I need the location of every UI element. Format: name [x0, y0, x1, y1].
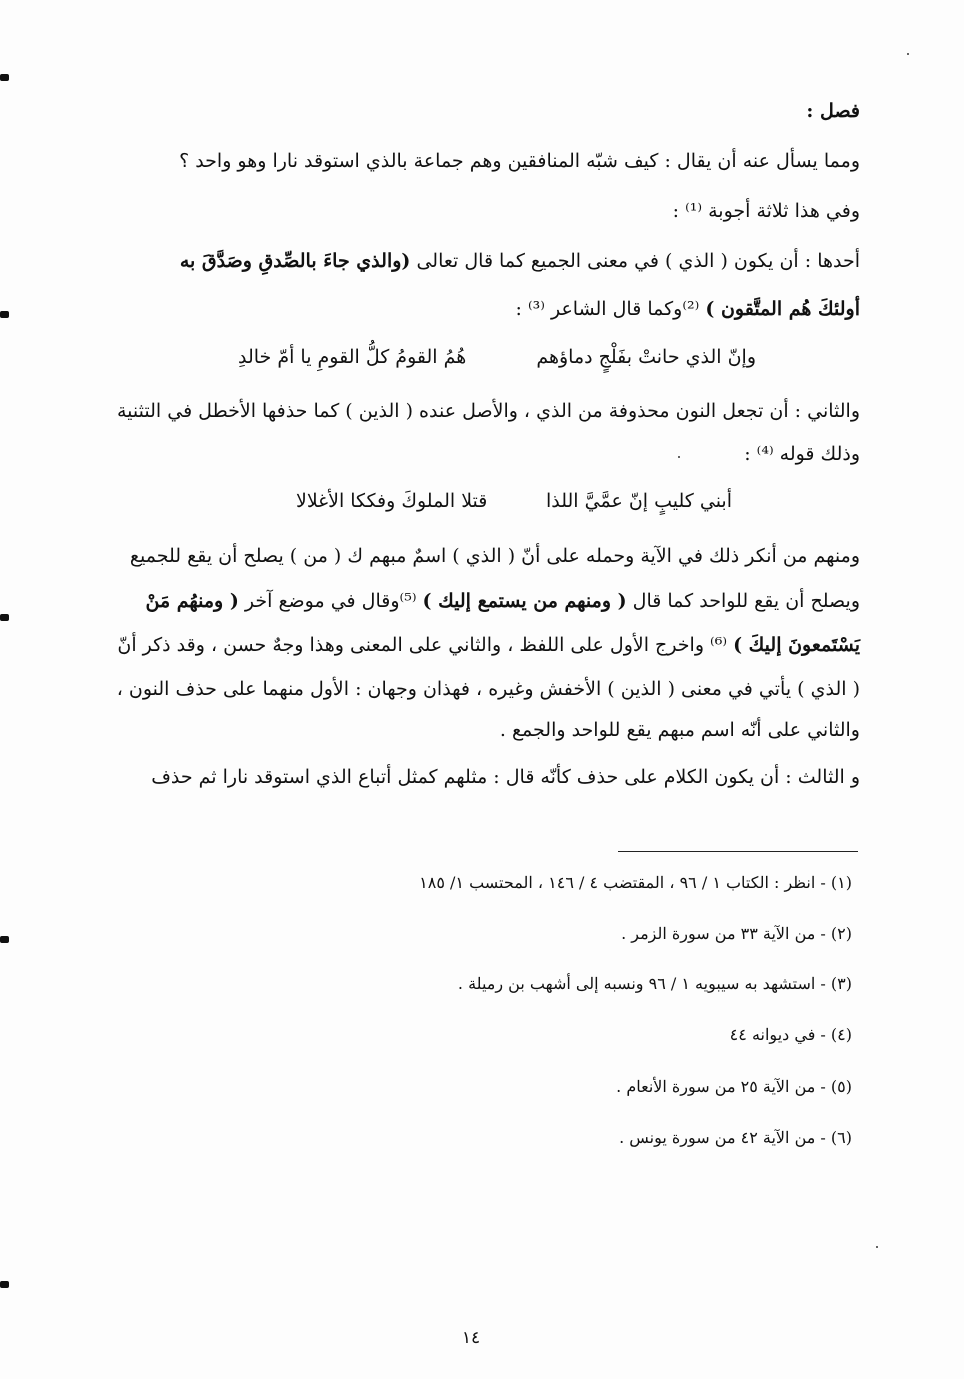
quran-quote: ( ومنهم من يستمع إليك ): [422, 590, 627, 612]
footnote-separator: [618, 851, 858, 852]
paragraph-objection-line1: ومنهم من أنكر ذلك في الآية وحمله على أنّ ( الذي ) اسمٌ مبهم ك ( من ) يصلح أن يقع للجميع: [129, 545, 860, 567]
scan-edge-mark: [0, 1281, 9, 1288]
first-answer-text: أحدها : أن يكون ( الذي ) في معنى الجميع كما قال تعالى: [416, 250, 860, 272]
footnote-5: (٥) - من الآية ٢٥ من سورة الأنعام .: [616, 1077, 852, 1096]
footnote-4: (٤) - في ديوانه ٤٤: [729, 1025, 852, 1044]
quran-quote: يَسْتَمعونَ إليكَ ): [733, 634, 860, 656]
scan-speck: [876, 1246, 878, 1248]
paragraph-second-answer-line1: والثاني : أن تجعل النون محذوفة من الذي ، والأصل عنده ( الذين ) كما حذفها الأخطل في التثنية: [117, 400, 860, 422]
objection-text: ويصلح أن يقع للواحد كما قال: [632, 590, 860, 612]
paragraph-answers-intro: وفي هذا ثلاثة أجوبة ⁽¹⁾ :: [672, 200, 860, 222]
paragraph-first-answer-line2: [60, 298, 860, 320]
paragraph-objection-line2: [60, 590, 860, 612]
poem-verse-hemistich-right: أبني كليبٍ إنّ عمَّيَّ اللذا: [545, 490, 732, 512]
section-heading: فصل :: [806, 100, 860, 122]
scan-edge-mark: [0, 74, 9, 81]
page-number: ١٤: [461, 1328, 481, 1348]
poem-verse-hemistich-left: هُمُ القومُ كلُّ القومِ يا أمّ خالدِ: [238, 346, 467, 368]
objection-text: ⁽⁶⁾ واخرج الأول على اللفظ ، والثاني على المعنى وهذا وجهٌ حسن ، وقد ذكر أنّ: [117, 634, 728, 656]
paragraph-objection-line3: [60, 634, 860, 656]
paragraph-third-answer: و الثالث : أن يكون الكلام على حذف كأنّه قال : مثلهم كمثل أتباع الذي استوقد نارا ثم حذف: [151, 766, 860, 788]
paragraph-first-answer-line1: [60, 250, 860, 272]
quran-quote: (والذي جاءَ بالصِّدقِ وصَدَّقَ به: [179, 250, 411, 272]
paragraph-second-answer-line2: وذلك قوله ⁽⁴⁾ :: [744, 443, 860, 465]
scan-edge-mark: [0, 936, 9, 943]
poem-verse-hemistich-left: قتلا الملوكَ وفككا الأغلالا: [296, 490, 488, 512]
quran-quote: أولئكَ هُم المتَّقون ): [705, 298, 860, 320]
quran-quote: ( ومنهُم مَنْ: [145, 590, 239, 612]
paragraph-objection-line4: ( الذي ) يأتي في معنى ( الذين ) الأخفش وغيره ، فهذان وجهان : الأول منهما على حذف النون ،: [116, 678, 860, 700]
footnote-2: (٢) - من الآية ٣٣ من سورة الزمر .: [621, 924, 852, 943]
scan-edge-mark: [0, 614, 9, 621]
paragraph-objection-line5: والثاني على أنّه اسم مبهم يقع للواحد والجمع .: [499, 719, 860, 741]
objection-text: ⁽⁵⁾وقال في موضع آخر: [244, 590, 417, 612]
scan-edge-mark: [0, 311, 9, 318]
poem-verse-hemistich-right: وإنّ الذي حانتْ بفَلْجٍ دماؤهم: [536, 346, 756, 368]
first-answer-text: ⁽²⁾وكما قال الشاعر ⁽³⁾ :: [515, 298, 700, 320]
footnote-1: (١) - انظر : الكتاب ١ / ٩٦ ، المقتضب ٤ / ١٤٦ ، المحتسب ١/ ١٨٥: [419, 873, 852, 892]
footnote-3: (٣) - استشهد به سيبويه ١ / ٩٦ ونسبه إلى أشهب بن رميلة .: [457, 974, 852, 993]
paragraph-question: ومما يسأل عنه أن يقال : كيف شبّه المنافقين وهم جماعة بالذي استوقد نارا وهو واحد ؟: [179, 150, 860, 172]
scan-speck: [907, 53, 909, 55]
footnote-6: (٦) - من الآية ٤٢ من سورة يونس .: [619, 1128, 852, 1147]
